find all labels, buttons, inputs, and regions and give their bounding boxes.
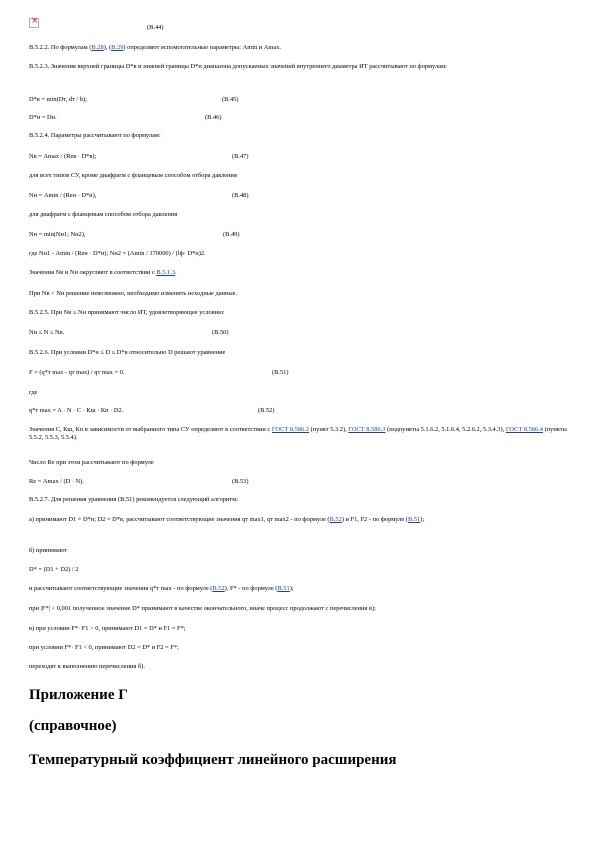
formula-midpoint: D* = (D1 + D2) / 2: [29, 566, 79, 573]
paragraph-5-2-5: В.5.2.5. При Nв ≤ Nн принимают число ИТ, удовлетворяющее условию:: [29, 309, 225, 316]
formula-v51: F = (q*т max - qт max) / qт max = 0.: [29, 369, 125, 376]
formula-v46: D*н = Dн.: [29, 114, 57, 121]
link-v52[interactable]: В.52: [212, 585, 225, 592]
link-v51[interactable]: В.51: [407, 516, 421, 523]
broken-image-icon: [29, 18, 39, 28]
paragraph-5-2-7: В.5.2.7. Для решения уравнения (В.51) рекомендуется следующий алгоритм:: [29, 496, 239, 503]
paragraph-step-c: в) при условии F*· F1 > 0, принимают D1 = D* и F1 = F*;: [29, 625, 186, 632]
paragraph-coefficients: Значения C, Кш, Кп в зависимости от выбранного типа СУ определяют в соответствии с ГОСТ 8.586.2 (пункт 5.3.2), ГОСТ 8.586.3 (подпункты 5.1.6.2, 5.1.6.4, 5.2.6.2, 5.3.4.3), ГОСТ 8.586.4 (пункты 5.5.2, 5.5.3, 5.5.4).: [29, 426, 567, 441]
link-v29[interactable]: В.29: [111, 44, 124, 51]
formula-v45: D*в = min(Dт, dт / b);: [29, 96, 87, 103]
paragraph-text: где: [29, 389, 38, 396]
appendix-subtitle: (справочное): [29, 718, 117, 734]
link-v51[interactable]: В.51: [277, 585, 290, 592]
appendix-title: Приложение Г: [29, 687, 128, 703]
link-gost-8-586-4[interactable]: ГОСТ 8.586.4: [505, 426, 543, 433]
equation-number: (В.44): [147, 24, 164, 31]
paragraph-step-a: а) принимают D1 = D*н; D2 = D*в, рассчитывают соответствующие значения qт max1, qт max2 - по формуле (В.52) и F1, F2 - по формуле (В.51);: [29, 516, 425, 523]
paragraph-5-2-6: В.5.2.6. При условии D*н ≤ D ≤ D*в относительно D решают уравнение: [29, 349, 226, 356]
paragraph-text: для диафрагм с фланцевым способом отбора давления: [29, 211, 178, 218]
link-gost-8-586-3[interactable]: ГОСТ 8.586.3: [348, 426, 386, 433]
equation-number: (В.48): [232, 192, 249, 199]
paragraph-text: Число Re при этом рассчитывают по формуле: [29, 459, 154, 466]
equation-number: (В.49): [223, 231, 240, 238]
paragraph-text: и рассчитывают соответствующие значения q*т max - по формуле (В.52), F* - по формуле (В.51);: [29, 585, 294, 592]
formula-v52: q*т max = A · N · C · Кш · Кп · D2.: [29, 407, 124, 414]
paragraph-text: При Nв < Nн решение невозможно, необходимо изменить исходные данные.: [29, 290, 238, 297]
formula-v53: Re = Аmax / (D · N).: [29, 478, 84, 485]
formula-v48: Nн = Аmin / (Reн · D*н),: [29, 192, 97, 199]
equation-number: (В.53): [232, 478, 249, 485]
paragraph-5-2-3: В.5.2.3. Значения верхней границы D*в и нижней границы D*н диапазона допускаемых значений внутреннего диаметра ИТ рассчитывают по формулам:: [29, 63, 447, 70]
appendix-heading: Температурный коэффициент линейного расширения: [29, 752, 397, 768]
equation-number: (В.52): [258, 407, 275, 414]
equation-number: (В.47): [232, 153, 249, 160]
formula-v49: Nн = min(Nн1; Nн2),: [29, 231, 86, 238]
link-v52[interactable]: В.52: [329, 516, 342, 523]
formula-v47: Nв = Аmax / (Reв · D*в);: [29, 153, 97, 160]
equation-number: (В.45): [222, 96, 239, 103]
paragraph-text: где Nн1 - Аmin / (Reн · D*н); Nн2 = (Аmin / 170000) / (lф· D*н)2.: [29, 250, 206, 257]
paragraph-text: при условии F*· F1 < 0, принимают D2 = D* и F2 = F*;: [29, 644, 179, 651]
link-v5-1-3[interactable]: В.5.1.3: [156, 269, 176, 276]
link-gost-8-586-2[interactable]: ГОСТ 8.586.2: [271, 426, 310, 433]
paragraph-text: для всех типов СУ, кроме диафрагм с фланцевым способом отбора давления: [29, 172, 237, 179]
formula-v50: Nн ≤ N ≤ Nв.: [29, 329, 65, 336]
paragraph-rounding: Значения Nв и Nн округляют в соответствии с В.5.1.3.: [29, 269, 177, 276]
equation-number: (В.46): [205, 114, 222, 121]
paragraph-5-2-4: В.5.2.4. Параметры рассчитывают по формулам:: [29, 132, 161, 139]
paragraph-text: при |F*| < 0,001 полученное значение D* принимают в качестве окончательного, иначе процесс продолжают с перечисления в);: [29, 605, 376, 612]
paragraph-text: переходят к выполнению перечисления б).: [29, 663, 145, 670]
equation-number: (В.50): [212, 329, 229, 336]
paragraph-5-2-2: В.5.2.2. По формулам (В.28), (В.29) определяют вспомогательные параметры: Аmin и Аmax.: [29, 44, 282, 51]
link-v28[interactable]: В.28: [91, 44, 104, 51]
paragraph-step-b: б) принимают: [29, 547, 68, 554]
equation-number: (В.51): [272, 369, 289, 376]
